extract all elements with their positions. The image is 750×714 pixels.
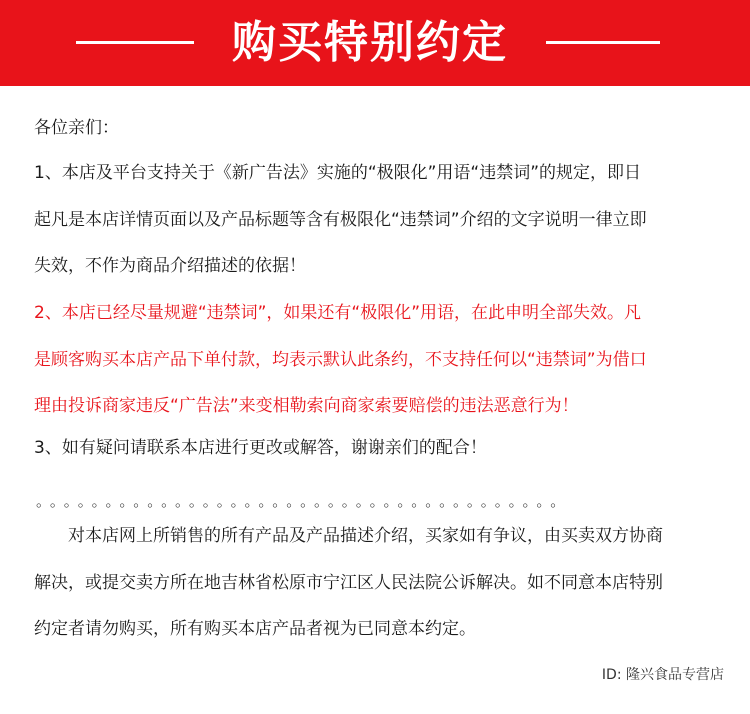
paragraph-line: 对本店网上所销售的所有产品及产品描述介绍，买家如有争议，由买卖双方协商 [68, 526, 663, 546]
paragraph-line: 1、本店及平台支持关于《新广告法》实施的“极限化”用语“违禁词”的规定，即日 [34, 163, 642, 183]
notice-paragraph-3: 3、如有疑问请联系本店进行更改或解答，谢谢亲们的配合！ [34, 438, 487, 458]
paragraph-line: 约定者请勿购买，所有购买本店产品者视为已同意本约定。 [34, 619, 476, 639]
paragraph-line: 起凡是本店详情页面以及产品标题等含有极限化“违禁词”介绍的文字说明一律立即 [34, 209, 647, 230]
paragraph-line: 2、本店已经尽量规避“违禁词”，如果还有“极限化”用语，在此申明全部失效。凡 [34, 303, 642, 323]
paragraph-line: 解决，或提交卖方所在地吉林省松原市宁江区人民法院公诉解决。如不同意本店特别 [34, 572, 663, 593]
page-title: 购买特别约定 [232, 17, 508, 68]
notice-paragraph-1 [34, 150, 724, 290]
banner-left-rule [76, 41, 194, 44]
paragraph-line: 失效，不作为商品介绍描述的依据！ [34, 256, 306, 276]
banner-right-rule [546, 41, 660, 44]
header-banner [0, 0, 750, 86]
paragraph-line: 是顾客购买本店产品下单付款，均表示默认此条约，不支持任何以“违禁词”为借口 [34, 349, 647, 370]
paragraph-line: 理由投诉商家违反“广告法”来变相勒索向商家索要赔偿的违法恶意行为！ [34, 396, 579, 416]
closing-paragraph [34, 513, 724, 653]
shop-id-label: ID: 隆兴食品专营店 [601, 667, 724, 683]
notice-paragraph-2 [34, 290, 724, 430]
dotted-separator: 。。。。。。。。。。。。。。。。。。。。。。。。。。。。。。。。。。。。。。 [36, 492, 572, 510]
greeting: 各位亲们： [34, 118, 119, 138]
